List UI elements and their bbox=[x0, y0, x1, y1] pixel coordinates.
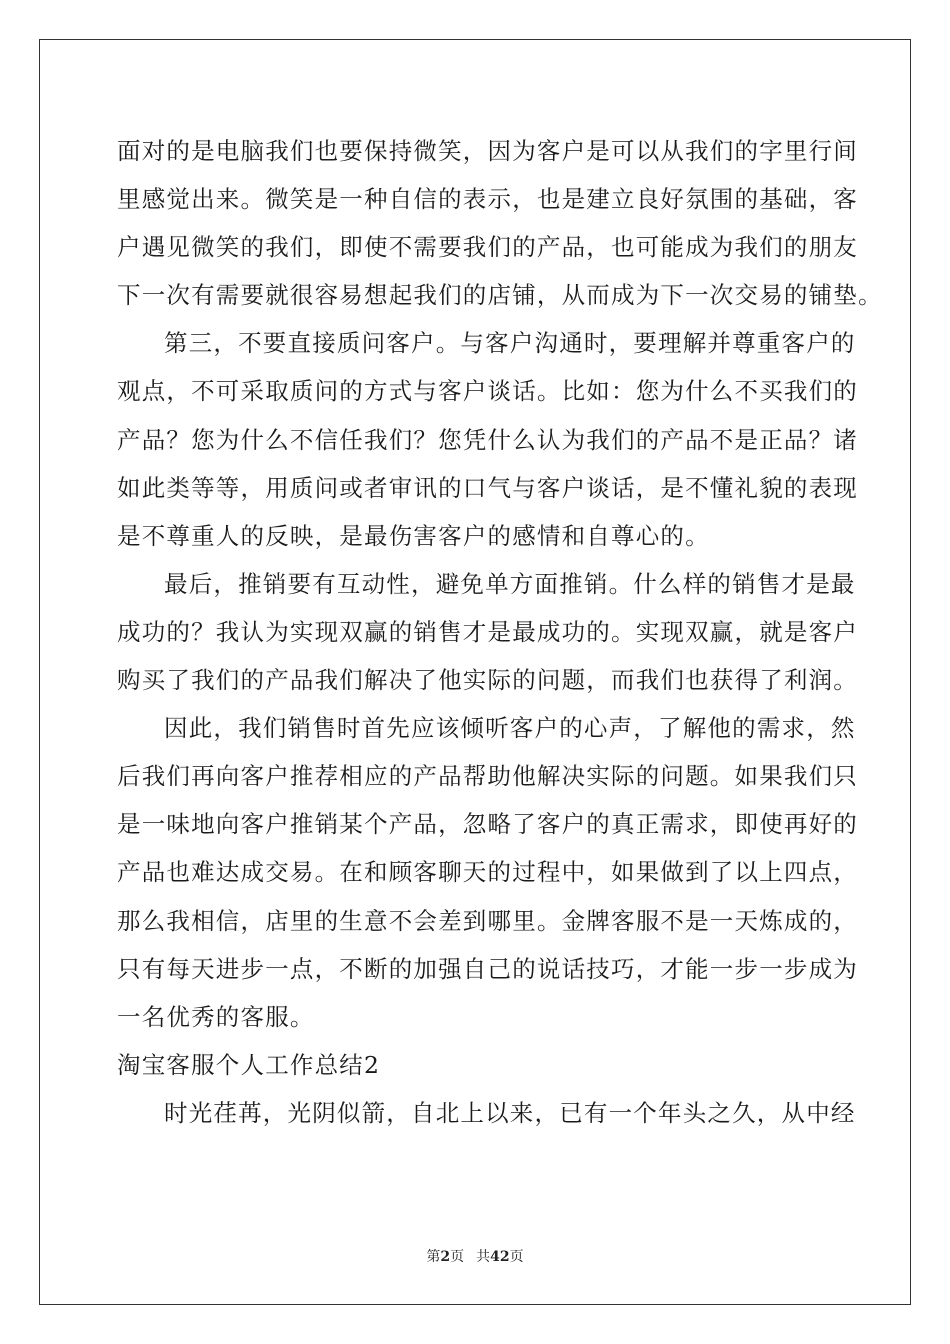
text-line: 淘宝客服个人工作总结2 bbox=[117, 1050, 381, 1079]
text-line: 是不尊重人的反映，是最伤害客户的感情和自尊心的。 bbox=[117, 521, 710, 550]
text-line: 产品？您为什么不信任我们？您凭什么认为我们的产品不是正品？诸 bbox=[117, 425, 858, 454]
text-line: 最后，推销要有互动性，避免单方面推销。什么样的销售才是最 bbox=[164, 569, 856, 598]
text-line: 下一次有需要就很容易想起我们的店铺，从而成为下一次交易的铺垫。 bbox=[117, 281, 883, 310]
text-line: 第三，不要直接质问客户。与客户沟通时，要理解并尊重客户的 bbox=[164, 329, 856, 358]
text-line: 一名优秀的客服。 bbox=[117, 1002, 315, 1031]
text-line: 购买了我们的产品我们解决了他实际的问题，而我们也获得了利润。 bbox=[117, 666, 858, 695]
page-footer bbox=[0, 1247, 950, 1267]
text-line: 后我们再向客户推荐相应的产品帮助他解决实际的问题。如果我们只 bbox=[117, 762, 858, 791]
text-line: 产品也难达成交易。在和顾客聊天的过程中，如果做到了以上四点， bbox=[117, 858, 858, 887]
document-body bbox=[117, 127, 883, 1137]
total-prefix: 共 bbox=[476, 1249, 491, 1265]
total-pages: 42 bbox=[490, 1249, 510, 1265]
page-prefix: 第 bbox=[426, 1249, 441, 1265]
text-line: 那么我相信，店里的生意不会差到哪里。金牌客服不是一天炼成的， bbox=[117, 906, 858, 935]
text-line: 观点，不可采取质问的方式与客户谈话。比如：您为什么不买我们的 bbox=[117, 377, 858, 406]
text-line: 如此类等等，用质问或者审讯的口气与客户谈话，是不懂礼貌的表现 bbox=[117, 473, 858, 502]
text-line: 成功的？我认为实现双赢的销售才是最成功的。实现双赢，就是客户 bbox=[117, 617, 858, 646]
page-suffix: 页 bbox=[450, 1249, 465, 1265]
text-line: 时光荏苒，光阴似箭，自北上以来，已有一个年头之久，从中经 bbox=[164, 1098, 856, 1127]
text-line: 因此，我们销售时首先应该倾听客户的心声，了解他的需求，然 bbox=[164, 714, 856, 743]
total-suffix: 页 bbox=[509, 1249, 524, 1265]
text-line: 户遇见微笑的我们，即使不需要我们的产品，也可能成为我们的朋友 bbox=[117, 233, 858, 262]
page-number: 2 bbox=[440, 1249, 451, 1265]
text-line: 只有每天进步一点，不断的加强自己的说话技巧，才能一步一步成为 bbox=[117, 954, 858, 983]
text-line: 是一味地向客户推销某个产品，忽略了客户的真正需求，即使再好的 bbox=[117, 810, 858, 839]
text-line: 里感觉出来。微笑是一种自信的表示，也是建立良好氛围的基础，客 bbox=[117, 185, 858, 214]
text-line: 面对的是电脑我们也要保持微笑，因为客户是可以从我们的字里行间 bbox=[117, 137, 858, 165]
